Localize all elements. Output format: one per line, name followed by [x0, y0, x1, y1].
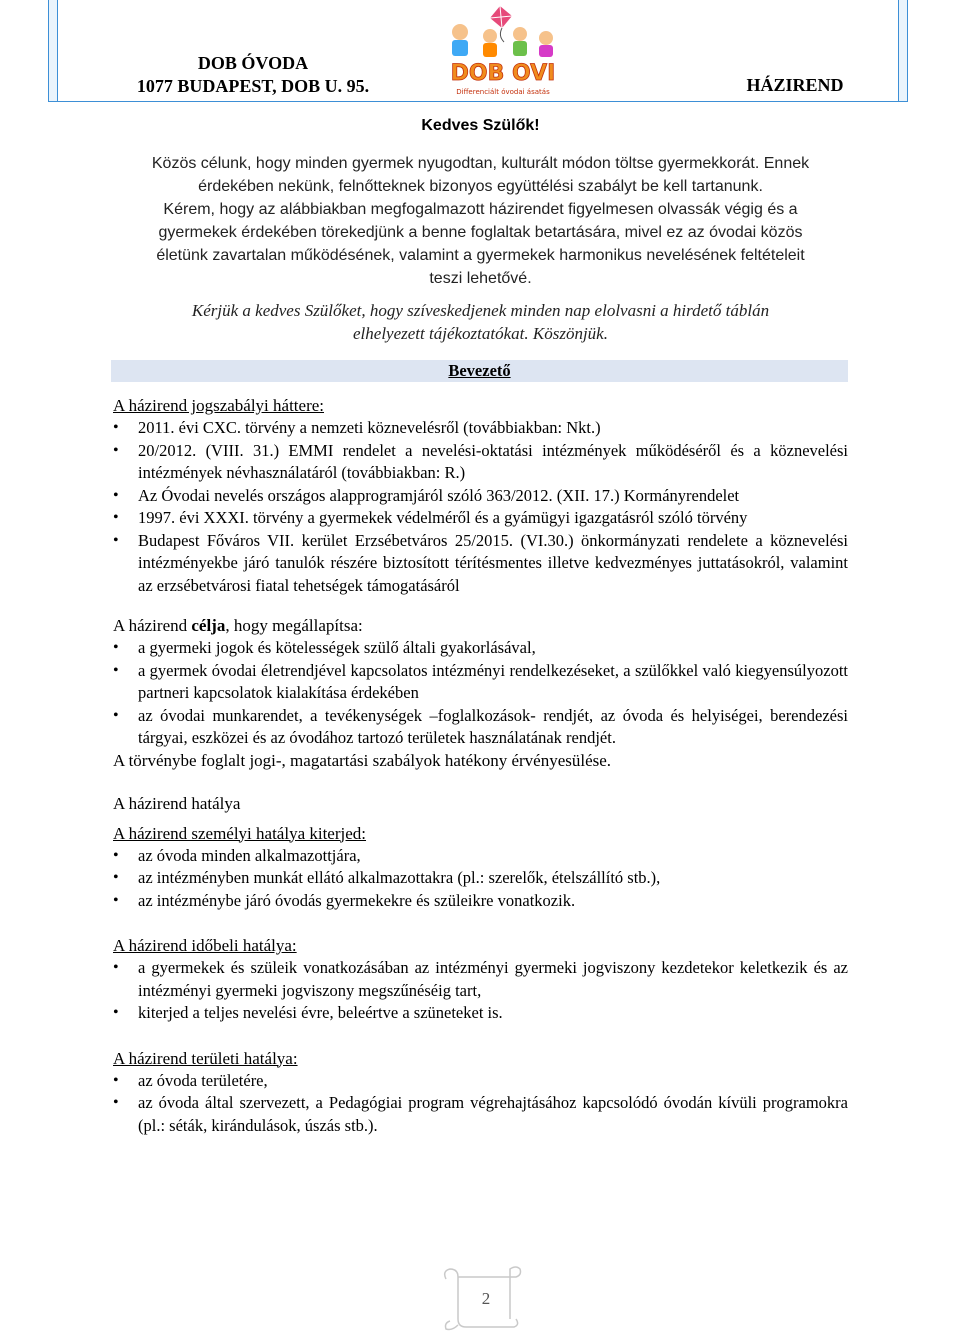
intro-line: Közös célunk, hogy minden gyermek nyugodtan, kulturált módon töltse gyermekkorát. Ennek — [151, 155, 810, 172]
dob-ovi-logo — [438, 2, 568, 98]
legal-heading: A házirend jogszabályi háttere: — [113, 396, 324, 415]
logo-subtext: Differenciált óvodai ásatás — [456, 88, 550, 96]
legal-list — [113, 417, 848, 597]
logo-text: DOB OVI — [450, 61, 556, 86]
list-item: • az óvodai munkarendet, a tevékenységek –foglalkozások- rendjét, az óvoda és helyiségei, berendezési tárgyai, eszközei és az óvodához tartozó területek használatának rendjét. — [113, 705, 848, 750]
list-item: • az óvoda területére, — [113, 1070, 848, 1093]
temporal-scope-list — [113, 957, 848, 1025]
purpose-list — [113, 637, 848, 750]
list-item: • a gyermekek és szüleik vonatkozásában az intézményi gyermeki jogviszony kezdetekor keletkezik és az intézményi gyermeki jogviszony megszűnéséig tart, — [113, 957, 848, 1002]
intro-italic-note — [113, 299, 848, 345]
list-item: • az óvoda által szervezett, a Pedagógiai program végrehajtásához kapcsolódó óvodán kívüli programokra (pl.: séták, kirándulások, úszás stb.). — [113, 1092, 848, 1137]
list-item: • kiterjed a teljes nevelési évre, beleértve a szüneteket is. — [113, 1002, 848, 1025]
header-rule — [58, 101, 898, 102]
section-title: Bevezető — [448, 361, 511, 380]
list-item: • 1997. évi XXXI. törvény a gyermekek védelméről és a gyámügyi igazgatásról szóló törvény — [113, 507, 848, 530]
intro-line: gyermekek érdekében törekedjünk a benne foglaltak betartására, mivel ez az óvodai közös — [158, 224, 803, 241]
intro-paragraph — [113, 152, 848, 290]
intro-line: teszi lehetővé. — [429, 270, 532, 287]
intro-line: életünk zavartalan működésének, valamint a gyermekek harmonikus nevelésének feltételeit — [156, 247, 805, 264]
personal-scope-list — [113, 845, 848, 913]
purpose-heading-prefix: A házirend — [113, 616, 192, 635]
section-bar-introduction — [111, 360, 848, 382]
purpose-closing: A törvénybe foglalt jogi-, magatartási szabályok hatékony érvényesülése. — [113, 750, 612, 770]
header-frame-left — [48, 0, 58, 102]
list-item: • az óvoda minden alkalmazottjára, — [113, 845, 848, 868]
list-item: • az intézményben munkát ellátó alkalmazottakra (pl.: szerelők, ételszállító stb.), — [113, 867, 848, 890]
intro-line: Kérem, hogy az alábbiakban megfogalmazott házirendet figyelmesen olvassák végig és a — [163, 201, 798, 218]
page-content — [113, 112, 848, 1137]
list-item: • a gyermeki jogok és kötelességek szülő általi gyakorlásával, — [113, 637, 848, 660]
italic-line: elhelyezett tájékoztatókat. Köszönjük. — [353, 324, 608, 343]
document-title: HÁZIREND — [746, 75, 844, 95]
italic-line: Kérjük a kedves Szülőket, hogy szíveskedjenek minden nap elolvasni a hirdető táblán — [191, 301, 770, 320]
list-item: • Budapest Főváros VII. kerület Erzsébetváros 25/2015. (VI.30.) önkormányzati rendelete a köznevelési intézményekbe járó tanulók részére biztosított térítésmentes illetve kedvezményes juttatásokról, valamint az erzsébetvárosi fiatal tehetségek támogatásáról — [113, 530, 848, 598]
header-school-block — [108, 52, 398, 98]
list-item: • Az Óvodai nevelés országos alapprogramjáról szóló 363/2012. (XII. 17.) Kormányrendelet — [113, 485, 848, 508]
school-address: 1077 BUDAPEST, DOB U. 95. — [136, 76, 370, 96]
list-item: • az intézménybe járó óvodás gyermekekre és szüleikre vonatkozik. — [113, 890, 848, 913]
territorial-scope-list — [113, 1070, 848, 1138]
page-number: 2 — [481, 1289, 491, 1308]
list-item: • a gyermek óvodai életrendjével kapcsolatos intézményi rendelkezéseket, a szülőkkel való kiegyensúlyozott partneri kapcsolatok kialakítása érdekében — [113, 660, 848, 705]
purpose-heading-bold: célja — [191, 616, 226, 635]
territorial-scope-heading: A házirend területi hatálya: — [113, 1048, 298, 1068]
purpose-heading — [113, 615, 848, 637]
purpose-heading-suffix: , hogy megállapítsa: — [225, 616, 363, 635]
school-name: DOB ÓVODA — [197, 53, 309, 73]
list-item: • 2011. évi CXC. törvény a nemzeti köznevelésről (továbbiakban: Nkt.) — [113, 417, 848, 440]
intro-line: érdekében nekünk, felnőtteknek bizonyos együttélési szabályt be kell tartanunk. — [198, 178, 763, 195]
temporal-scope-heading: A házirend időbeli hatálya: — [113, 936, 297, 955]
personal-scope-heading: A házirend személyi hatálya kiterjed: — [113, 823, 367, 843]
scope-heading: A házirend hatálya — [113, 793, 241, 813]
greeting: Kedves Szülők! — [421, 117, 540, 134]
list-item: • 20/2012. (VIII. 31.) EMMI rendelet a nevelési-oktatási intézmények működéséről és a köznevelési intézmények névhasználatáról (továbbiakban: R.) — [113, 440, 848, 485]
header-frame-right — [898, 0, 908, 102]
